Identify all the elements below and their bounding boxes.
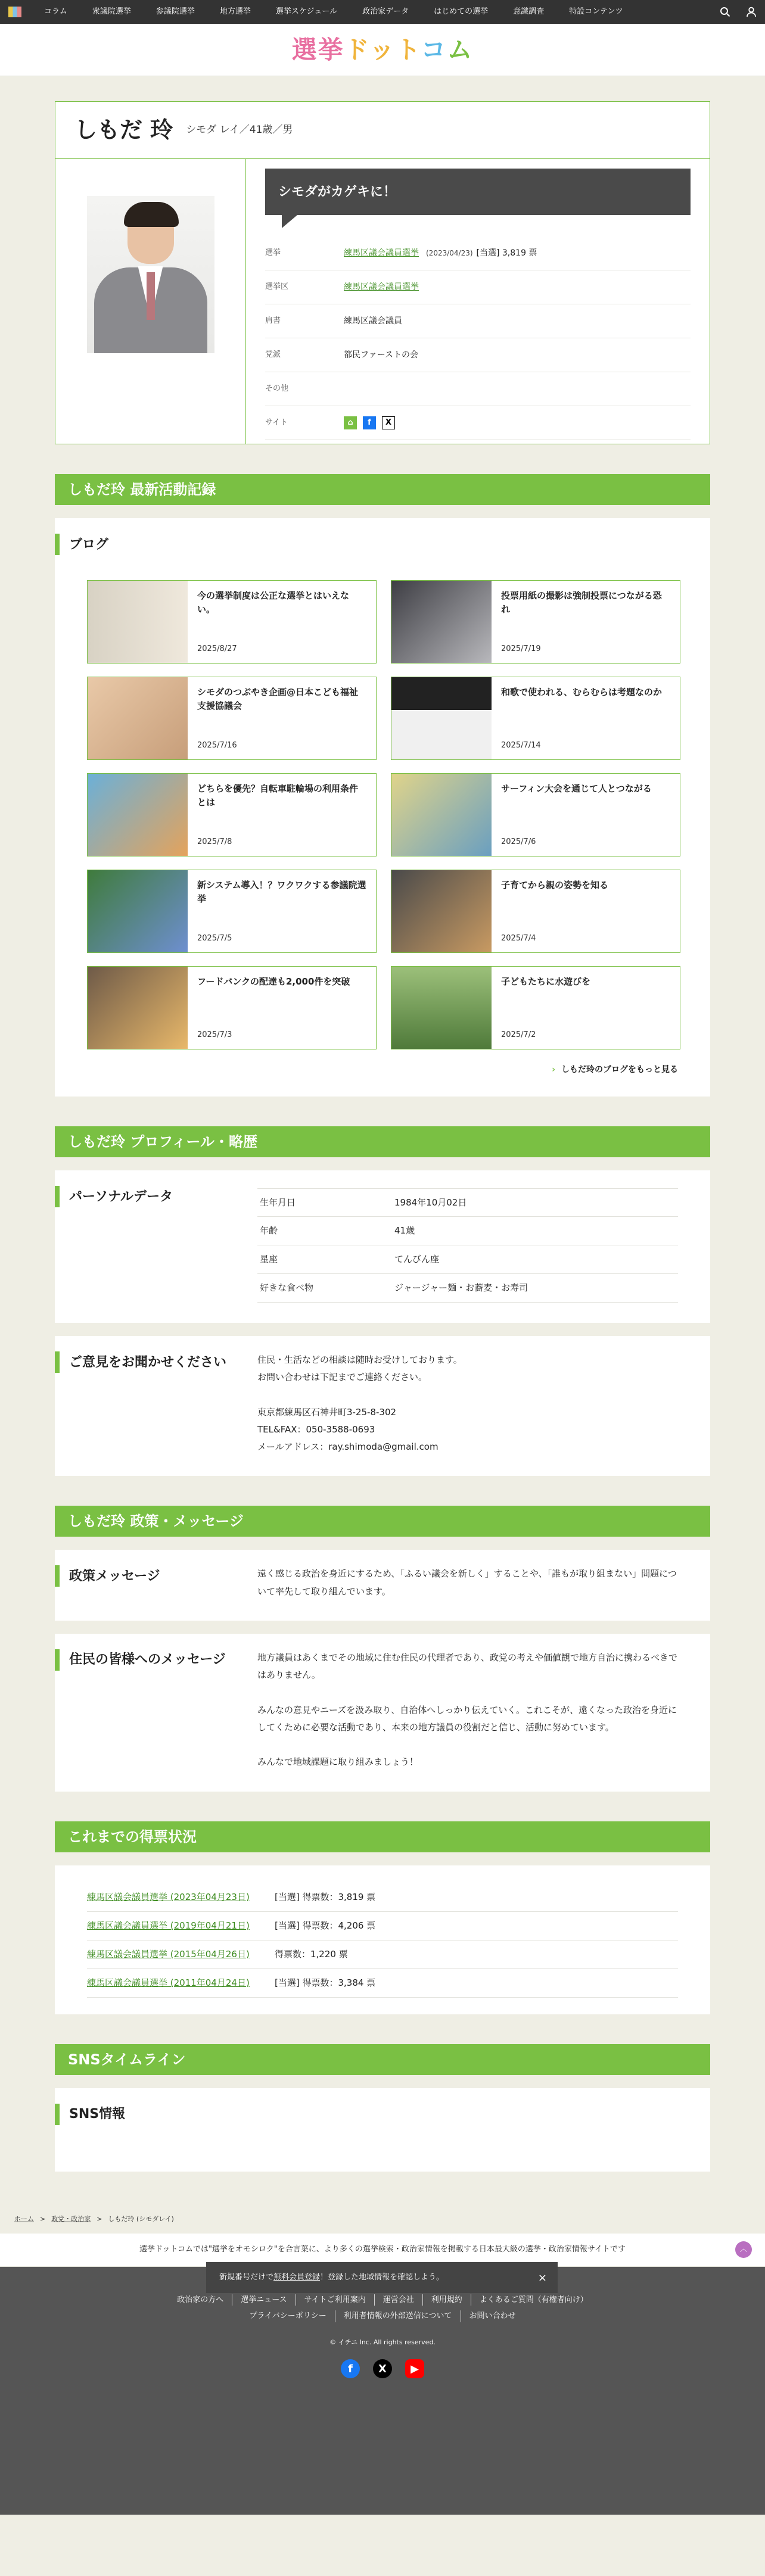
vote-election-link[interactable]: 練馬区議会議員選挙 (2015年04月26日)	[87, 1948, 250, 1960]
policy-section-bar: しもだ玲 政策・メッセージ	[55, 1506, 710, 1537]
footer-tagline: 選挙ドットコムでは"選挙をオモシロク"を合言葉に、より多くの選挙検索・政治家情報を掲載する日本最大級の選挙・政治家情報サイトです	[139, 2245, 626, 2254]
activity-section-bar: しもだ玲 最新活動記録	[55, 474, 710, 505]
x-icon[interactable]: X	[382, 416, 395, 429]
blog-thumbnail	[391, 870, 492, 952]
blog-card[interactable]	[87, 870, 377, 953]
blog-card-date: 2025/7/16	[197, 740, 237, 750]
blog-card-title: 投票用紙の撮影は強制投票につながる恐れ	[501, 590, 662, 615]
blog-card[interactable]	[391, 870, 680, 953]
blog-card-date: 2025/7/5	[197, 933, 232, 943]
blog-card-date: 2025/7/3	[197, 1030, 232, 1039]
x-icon[interactable]: X	[373, 2359, 392, 2378]
info-label-site: サイト	[265, 418, 288, 428]
sns-panel	[55, 2088, 710, 2172]
blog-card-title: フードバンクの配達も2,000件を突破	[197, 976, 350, 987]
toast-signup-link[interactable]: 無料会員登録	[273, 2273, 321, 2282]
nav-item-schedule[interactable]: 選挙スケジュール	[275, 7, 338, 17]
resident-message-title: 住民の皆様へのメッセージ	[55, 1649, 257, 1671]
facebook-icon[interactable]: f	[341, 2359, 360, 2378]
blog-card[interactable]	[87, 580, 377, 664]
breadcrumb: ホーム > 政党・政治家 > しもだ玲 (シモダレイ)	[0, 2206, 765, 2234]
info-label-title: 肩書	[265, 316, 281, 326]
pd-label: 星座	[260, 1254, 278, 1265]
blog-card-date: 2025/7/6	[501, 837, 536, 846]
blog-thumbnail	[391, 677, 492, 759]
breadcrumb-current: しもだ玲 (シモダレイ)	[108, 2215, 174, 2223]
blog-thumbnail	[88, 774, 188, 856]
politician-reading: シモダ レイ／41歳／男	[186, 123, 293, 136]
votes-panel	[55, 1865, 710, 2014]
opinion-title: ご意見をお聞かせください	[55, 1351, 257, 1373]
nav-item-local[interactable]: 地方選挙	[219, 7, 251, 17]
blog-thumbnail	[391, 581, 492, 663]
toast-text-tail: ！登録した地域情報を確認しよう。	[320, 2273, 444, 2282]
opinion-panel	[55, 1336, 710, 1476]
blog-card-date: 2025/7/19	[501, 644, 541, 653]
info-label-party: 党派	[265, 350, 281, 360]
nav-item-politician-data[interactable]: 政治家データ	[362, 7, 409, 17]
search-icon[interactable]	[720, 7, 730, 17]
blog-card-title: 今の選挙制度は公正な選挙とはいえない。	[197, 590, 350, 615]
blog-card-date: 2025/7/4	[501, 933, 536, 943]
politician-name: しもだ 玲	[74, 117, 173, 143]
blog-card[interactable]	[391, 677, 680, 760]
blog-thumbnail	[88, 870, 188, 952]
blog-panel	[55, 518, 710, 1097]
vote-result: [当選] 得票数：3,819 票	[275, 1891, 376, 1902]
blog-card-title: シモダのつぶやき企画@日本こども福祉支援協議会	[197, 687, 359, 711]
blog-card-title: 子育てから親の姿勢を知る	[501, 880, 609, 890]
blog-card-title: 和歌で使われる、むらむらは考題なのか	[501, 687, 663, 697]
blog-title: ブログ	[55, 534, 710, 555]
opinion-line: 住民・生活などの相談は随時お受けしております。	[257, 1354, 462, 1365]
personal-data-title: パーソナルデータ	[55, 1186, 257, 1207]
vote-result: 得票数：1,220 票	[275, 1948, 348, 1960]
blog-card-title: サーフィン大会を通じて人とつながる	[501, 783, 652, 794]
blog-card-title: どちらを優先？自転車駐輪場の利用条件とは	[197, 783, 359, 808]
info-label-other: その他	[265, 384, 289, 394]
info-label-district: 選挙区	[265, 282, 289, 292]
blog-card-date: 2025/8/27	[197, 644, 237, 653]
facebook-icon[interactable]: f	[363, 416, 376, 429]
user-icon[interactable]	[746, 7, 757, 17]
profile-card	[55, 101, 710, 444]
vote-election-link[interactable]: 練馬区議会議員選挙 (2023年04月23日)	[87, 1891, 250, 1902]
pd-label: 生年月日	[260, 1197, 296, 1208]
footer-link[interactable]: プライバシーポリシー	[249, 2312, 326, 2320]
blog-card[interactable]	[391, 966, 680, 1049]
nav-item-sangiin[interactable]: 参議院選挙	[156, 7, 195, 17]
resident-paragraph: みんなの意見やニーズを汲み取り、自治体へしっかり伝えていく。これこそが、遠くなった政治を身近にしてくために必要な活動であり、本来の地方議員の役割だと信じ、活動に努めています。	[257, 1704, 677, 1733]
footer-link[interactable]: お問い合わせ	[461, 2310, 524, 2322]
footer-link[interactable]: 政治家の方へ	[177, 2295, 224, 2304]
footer	[0, 2267, 765, 2515]
info-value-title: 練馬区議会議員	[344, 316, 402, 326]
opinion-email: メールアドレス：ray.shimoda@gmail.com	[257, 1441, 439, 1452]
chevron-right-icon: ›	[552, 1065, 555, 1074]
resident-paragraph: 地方議員はあくまでその地域に住む住民の代理者であり、政党の考えや価値観で地方自治に携わるべきではありません。	[257, 1652, 678, 1680]
politician-photo	[87, 196, 214, 353]
blog-more-link[interactable]: しもだ玲のブログをもっと見る	[561, 1065, 678, 1074]
logo-bar	[0, 24, 765, 76]
blog-card-date: 2025/7/8	[197, 837, 232, 846]
info-label-election: 選挙	[265, 248, 281, 258]
pd-label: 年齢	[260, 1225, 278, 1236]
pd-value: 41歳	[394, 1225, 415, 1236]
policy-message-panel	[55, 1550, 710, 1621]
nav-item-first-election[interactable]: はじめての選挙	[434, 7, 489, 17]
policy-message-text: 遠く感じる政治を身近にするため、「ふるい議会を新しく」することや、「誰もが取り組まない」問題について率先して取り組んでいます。	[257, 1568, 677, 1597]
breadcrumb-parties[interactable]: 政党・政治家	[51, 2215, 91, 2223]
district-link[interactable]: 練馬区議会議員選挙	[344, 282, 419, 292]
sns-section-bar: SNSタイムライン	[55, 2044, 710, 2075]
pd-value: ジャージャー麺・お蕎麦・お寿司	[394, 1282, 528, 1294]
blog-thumbnail	[88, 967, 188, 1049]
blog-card[interactable]	[391, 773, 680, 856]
opinion-address: 東京都練馬区石神井町3-25-8-302	[257, 1406, 397, 1418]
menu-icon[interactable]	[8, 7, 21, 17]
vote-election-link[interactable]: 練馬区議会議員選挙 (2011年04月24日)	[87, 1977, 250, 1988]
opinion-line: お問い合わせは下記までご連絡ください。	[257, 1372, 428, 1383]
votes-section-bar: これまでの得票状況	[55, 1821, 710, 1852]
resident-message-panel	[55, 1634, 710, 1792]
nav-item-special[interactable]: 特設コンテンツ	[569, 7, 623, 17]
blog-card[interactable]	[87, 966, 377, 1049]
election-date: (2023/04/23)	[426, 248, 473, 257]
copyright: © イチニ Inc. All rights reserved.	[329, 2338, 436, 2346]
policy-message-title: 政策メッセージ	[55, 1565, 257, 1587]
blog-card[interactable]	[391, 580, 680, 664]
catchphrase: シモダがカゲキに！	[265, 169, 691, 215]
home-icon[interactable]: ⌂	[344, 416, 357, 429]
election-result: [当選] 3,819 票	[476, 248, 537, 258]
nav-item-column[interactable]: コラム	[44, 7, 67, 17]
personal-data-panel	[55, 1170, 710, 1323]
close-icon[interactable]: ×	[537, 2271, 547, 2284]
blog-card[interactable]	[87, 773, 377, 856]
blog-card-title: 子どもたちに水遊びを	[501, 976, 591, 987]
footer-link[interactable]: よくあるご質問（有権者向け）	[471, 2294, 596, 2306]
vote-result: [当選] 得票数：4,206 票	[275, 1920, 376, 1931]
blog-card-date: 2025/7/2	[501, 1030, 536, 1039]
blog-thumbnail	[391, 774, 492, 856]
scroll-top-icon[interactable]: ︿	[735, 2241, 752, 2258]
blog-card-date: 2025/7/14	[501, 740, 541, 750]
footer-link[interactable]: 利用規約	[422, 2294, 471, 2306]
profile-section-bar: しもだ玲 プロフィール・略歴	[55, 1126, 710, 1157]
pd-label: 好きな食べ物	[260, 1282, 314, 1294]
info-value-party: 都民ファーストの会	[344, 350, 419, 360]
blog-thumbnail	[88, 581, 188, 663]
blog-thumbnail	[391, 967, 492, 1049]
vote-result: [当選] 得票数：3,384 票	[275, 1977, 376, 1988]
election-link[interactable]: 練馬区議会議員選挙	[344, 248, 419, 258]
footer-link[interactable]: 利用者情報の外部送信について	[335, 2310, 461, 2322]
blog-card-title: 新システム導入！？ワクワクする参議院選挙	[197, 880, 366, 904]
youtube-icon[interactable]: ▶	[405, 2359, 424, 2378]
resident-paragraph: みんなで地域課題に取り組みましょう！	[257, 1756, 419, 1768]
nav-item-shugiin[interactable]: 衆議院選挙	[92, 7, 131, 17]
breadcrumb-home[interactable]: ホーム	[14, 2215, 34, 2223]
pd-value: 1984年10月02日	[394, 1197, 467, 1208]
site-logo[interactable]: 選挙ドットコム	[291, 35, 474, 64]
vote-election-link[interactable]: 練馬区議会議員選挙 (2019年04月21日)	[87, 1920, 250, 1931]
nav-item-survey[interactable]: 意識調査	[513, 7, 545, 17]
opinion-tel: TEL&FAX：050-3588-0693	[257, 1424, 375, 1435]
pd-value: てんびん座	[394, 1254, 440, 1265]
top-nav	[0, 0, 765, 24]
footer-link[interactable]: サイトご利用案内	[296, 2294, 374, 2306]
blog-card[interactable]	[87, 677, 377, 760]
footer-link[interactable]: 選挙ニュース	[232, 2294, 295, 2306]
signup-toast	[206, 2262, 558, 2293]
toast-text: 新規番号だけで	[219, 2273, 274, 2282]
footer-link[interactable]: 運営会社	[374, 2294, 422, 2306]
blog-thumbnail	[88, 677, 188, 759]
sns-title: SNS情報	[55, 2104, 710, 2125]
